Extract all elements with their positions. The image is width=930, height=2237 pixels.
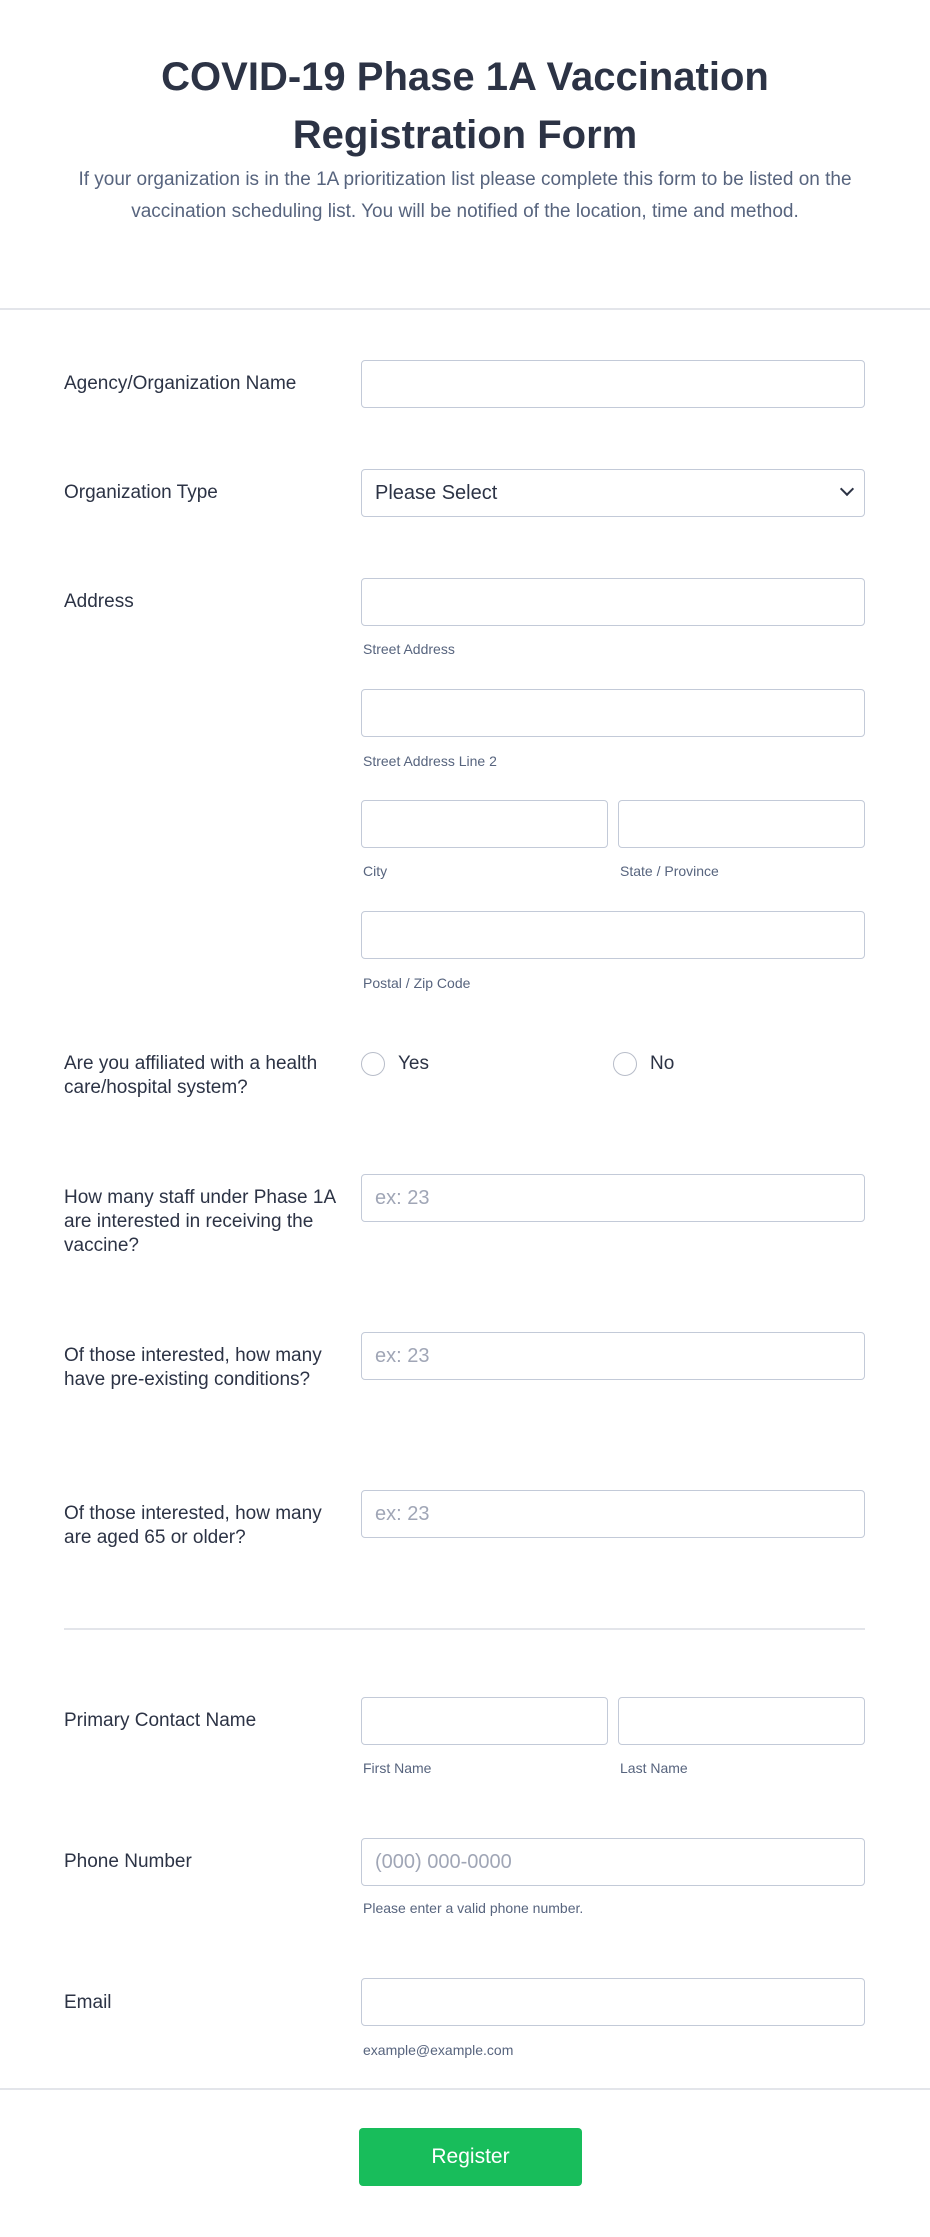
last-name-input[interactable]	[618, 1697, 865, 1745]
preexisting-input[interactable]	[361, 1332, 865, 1380]
chevron-down-icon	[840, 482, 854, 496]
street-address-2-input[interactable]	[361, 689, 865, 737]
preexisting-placeholder: ex: 23	[375, 1344, 430, 1367]
city-sublabel: City	[363, 863, 388, 879]
register-button[interactable]: Register	[359, 2128, 582, 2186]
staff-label: How many staff under Phase 1A are interested in receiving the vaccine?	[64, 1187, 336, 1256]
address-label: Address	[64, 591, 134, 612]
email-input[interactable]	[361, 1978, 865, 2026]
street-address-input[interactable]	[361, 578, 865, 626]
footer-divider	[0, 2088, 930, 2090]
staff-placeholder: ex: 23	[375, 1186, 430, 1209]
last-name-sublabel: Last Name	[620, 1760, 688, 1776]
form-description: If your organization is in the 1A prioritization list please complete this form to be listed on the vaccination scheduling list. You will be notified of the location, time and method.	[78, 169, 852, 222]
aged-placeholder: ex: 23	[375, 1502, 430, 1525]
agency-input[interactable]	[361, 360, 865, 408]
org-type-label: Organization Type	[64, 482, 218, 503]
org-type-select[interactable]	[361, 469, 865, 517]
zip-sublabel: Postal / Zip Code	[363, 975, 471, 991]
phone-label: Phone Number	[64, 1851, 192, 1872]
radio-yes[interactable]	[361, 1052, 385, 1076]
street-address-2-sublabel: Street Address Line 2	[363, 753, 497, 769]
agency-label: Agency/Organization Name	[64, 373, 297, 394]
street-address-sublabel: Street Address	[363, 641, 455, 657]
phone-placeholder: (000) 000-0000	[375, 1850, 512, 1873]
email-label: Email	[64, 1992, 112, 2013]
affiliated-label: Are you affiliated with a health care/hospital system?	[64, 1053, 318, 1098]
state-sublabel: State / Province	[620, 863, 719, 879]
staff-input[interactable]	[361, 1174, 865, 1222]
phone-input[interactable]	[361, 1838, 865, 1886]
contact-label: Primary Contact Name	[64, 1710, 257, 1731]
radio-no-label[interactable]: No	[650, 1053, 675, 1074]
first-name-input[interactable]	[361, 1697, 608, 1745]
form-title: COVID-19 Phase 1A Vaccination Registration Form	[161, 55, 769, 157]
aged-input[interactable]	[361, 1490, 865, 1538]
radio-no[interactable]	[613, 1052, 637, 1076]
phone-helper: Please enter a valid phone number.	[363, 1900, 584, 1916]
zip-input[interactable]	[361, 911, 865, 959]
first-name-sublabel: First Name	[363, 1760, 432, 1776]
radio-yes-label[interactable]: Yes	[398, 1053, 429, 1074]
state-input[interactable]	[618, 800, 865, 848]
header-divider	[0, 308, 930, 310]
aged-label: Of those interested, how many are aged 65 or older?	[64, 1503, 322, 1548]
city-input[interactable]	[361, 800, 608, 848]
preexisting-label: Of those interested, how many have pre-existing conditions?	[64, 1345, 322, 1390]
section-divider	[64, 1628, 865, 1630]
email-helper: example@example.com	[363, 2042, 514, 2058]
org-type-selected: Please Select	[375, 481, 498, 504]
